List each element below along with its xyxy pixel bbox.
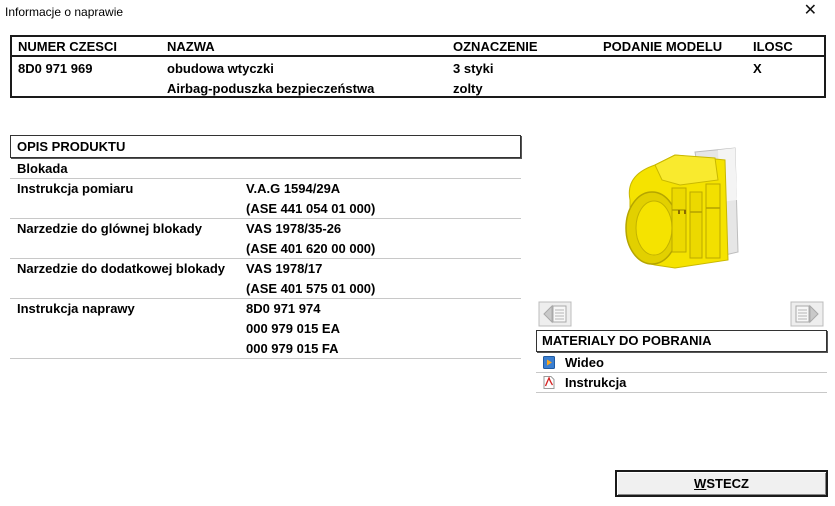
instrukcja-label: Instrukcja	[565, 375, 627, 390]
close-icon[interactable]: ✕	[803, 2, 817, 19]
list-item	[10, 159, 521, 179]
next-image-button[interactable]	[790, 301, 824, 327]
header-podanie-modelu: PODANIE MODELU	[603, 39, 723, 54]
title-bar	[0, 0, 835, 24]
opis-label-dodatkowa-blokada: Narzedzie do dodatkowej blokady	[17, 261, 226, 276]
video-label: Wideo	[565, 355, 604, 370]
window-title: Informacje o naprawie	[5, 5, 124, 19]
opis-value[interactable]: 000 979 015 FA	[246, 341, 339, 356]
opis-label-instrukcja-pomiaru: Instrukcja pomiaru	[17, 181, 134, 196]
list-item	[10, 299, 521, 359]
opis-value: VAS 1978/17	[246, 261, 323, 276]
opis-value: (ASE 401 620 00 000)	[246, 241, 376, 256]
header-ilosc: ILOSC	[753, 39, 793, 54]
back-button-hotkey: W	[694, 476, 707, 491]
opis-value[interactable]: 8D0 971 974	[246, 301, 321, 316]
video-icon	[543, 356, 555, 369]
connector-illustration	[600, 140, 750, 280]
part-designation-line-2: zolty	[453, 81, 483, 96]
part-number: 8D0 971 969	[18, 61, 93, 76]
opis-produktu-list	[10, 159, 521, 359]
opis-label-blokada: Blokada	[17, 161, 68, 176]
list-item	[10, 259, 521, 299]
part-designation-line-1: 3 styki	[453, 61, 494, 76]
download-instrukcja-link[interactable]	[536, 373, 827, 393]
part-name-line-1: obudowa wtyczki	[167, 61, 274, 76]
list-item	[10, 219, 521, 259]
arrow-left-icon	[538, 301, 572, 327]
opis-label-glowna-blokada: Narzedzie do glównej blokady	[17, 221, 202, 236]
part-name-line-2: Airbag-poduszka bezpieczeństwa	[167, 81, 375, 96]
opis-value: VAS 1978/35-26	[246, 221, 342, 236]
opis-value: (ASE 441 054 01 000)	[246, 201, 376, 216]
header-nazwa: NAZWA	[167, 39, 215, 54]
arrow-right-icon	[790, 301, 824, 327]
part-quantity: X	[753, 61, 762, 76]
product-image	[600, 140, 750, 280]
parts-table	[10, 35, 826, 98]
parts-table-header	[12, 37, 824, 57]
header-numer-czesci: NUMER CZESCI	[18, 39, 117, 54]
download-video-link[interactable]	[536, 353, 827, 373]
pdf-icon	[543, 376, 555, 389]
list-item	[10, 179, 521, 219]
opis-value: V.A.G 1594/29A	[246, 181, 341, 196]
opis-label-instrukcja-naprawy: Instrukcja naprawy	[17, 301, 135, 316]
opis-value: (ASE 401 575 01 000)	[246, 281, 376, 296]
opis-produktu-header: OPIS PRODUKTU	[10, 135, 521, 158]
opis-value[interactable]: 000 979 015 EA	[246, 321, 340, 336]
back-button[interactable]	[615, 470, 828, 497]
materialy-header: MATERIALY DO POBRANIA	[536, 330, 827, 352]
back-button-label: STECZ	[706, 476, 749, 491]
header-oznaczenie: OZNACZENIE	[453, 39, 538, 54]
previous-image-button[interactable]	[538, 301, 572, 327]
